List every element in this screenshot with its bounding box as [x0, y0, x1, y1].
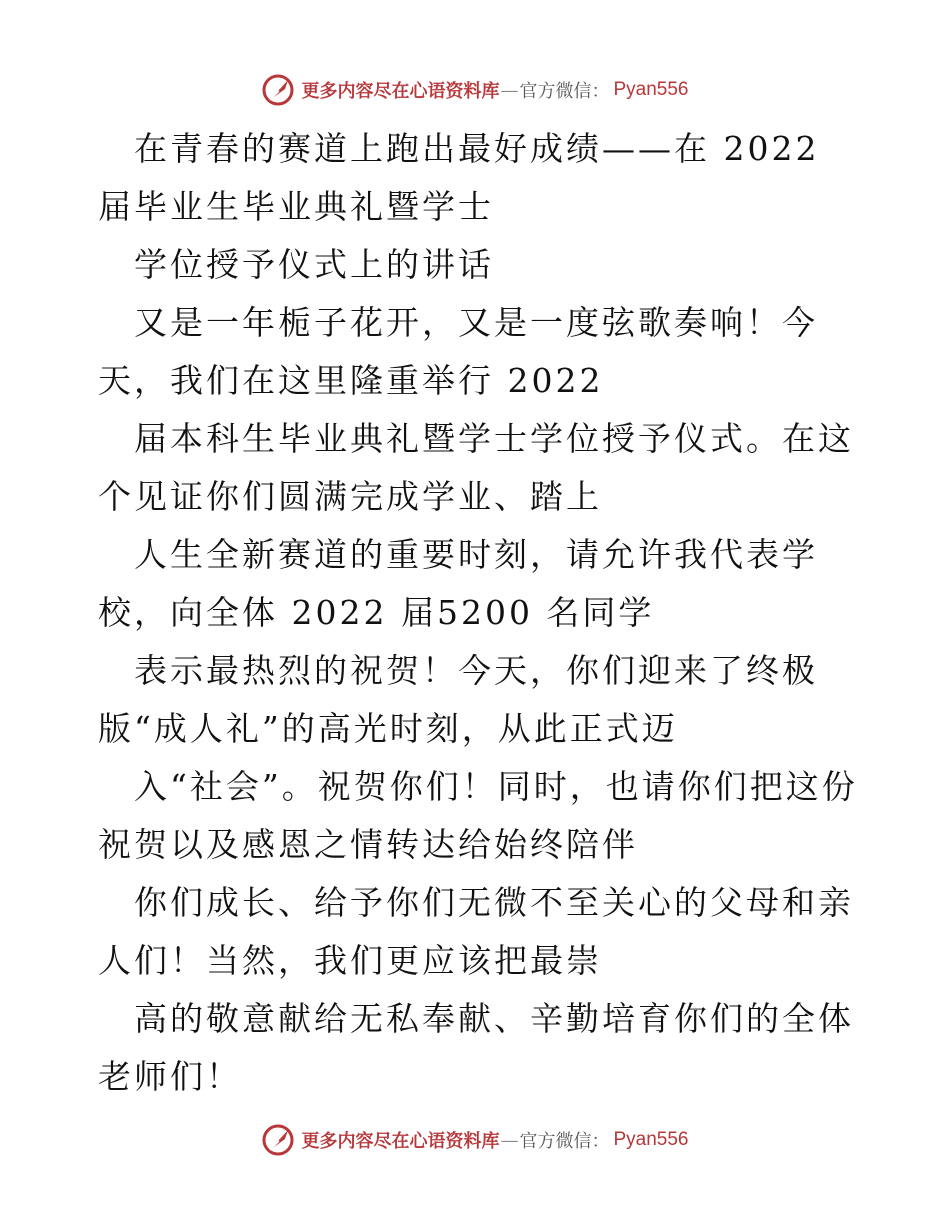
header-banner-text	[301, 77, 688, 103]
header-banner-dash: —	[500, 79, 519, 101]
header-banner-main: 更多内容尽在心语资料库	[301, 81, 500, 102]
paragraph: 高的敬意献给无私奉献、辛勤培育你们的全体老师们！	[98, 999, 854, 1096]
paragraph: 表示最热烈的祝贺！今天，你们迎来了终极版“成人礼”的高光时刻，从此正式迈	[98, 651, 818, 748]
paragraph: 你们成长、给予你们无微不至关心的父母和亲人们！当然，我们更应该把最崇	[98, 883, 854, 980]
quill-logo-icon	[261, 73, 295, 107]
quill-logo-icon	[261, 1123, 295, 1157]
paragraph: 入“社会”。祝贺你们！同时，也请你们把这份祝贺以及感恩之情转达给始终陪伴	[98, 767, 858, 864]
footer-banner-dash: —	[500, 1129, 519, 1151]
footer-banner-label: 官方微信：	[519, 1131, 610, 1152]
paragraph: 人生全新赛道的重要时刻，请允许我代表学校，向全体 2022 届5200 名同学	[98, 535, 818, 632]
footer-banner-main: 更多内容尽在心语资料库	[301, 1131, 500, 1152]
header-banner-label: 官方微信：	[519, 81, 610, 102]
paragraph: 届本科生毕业典礼暨学士学位授予仪式。在这个见证你们圆满完成学业、踏上	[98, 419, 854, 516]
header-banner	[0, 70, 950, 110]
paragraph-title: 在青春的赛道上跑出最好成绩——在 2022 届毕业生毕业典礼暨学士	[98, 129, 820, 226]
document-body	[98, 120, 868, 1106]
header-wechat-id: Pyan556	[613, 79, 689, 100]
footer-wechat-id: Pyan556	[613, 1129, 689, 1150]
paragraph: 又是一年栀子花开，又是一度弦歌奏响！今天，我们在这里隆重举行 2022	[98, 303, 818, 400]
paragraph-title-cont: 学位授予仪式上的讲话	[134, 245, 494, 284]
footer-banner-text	[301, 1127, 688, 1153]
footer-banner	[0, 1120, 950, 1160]
